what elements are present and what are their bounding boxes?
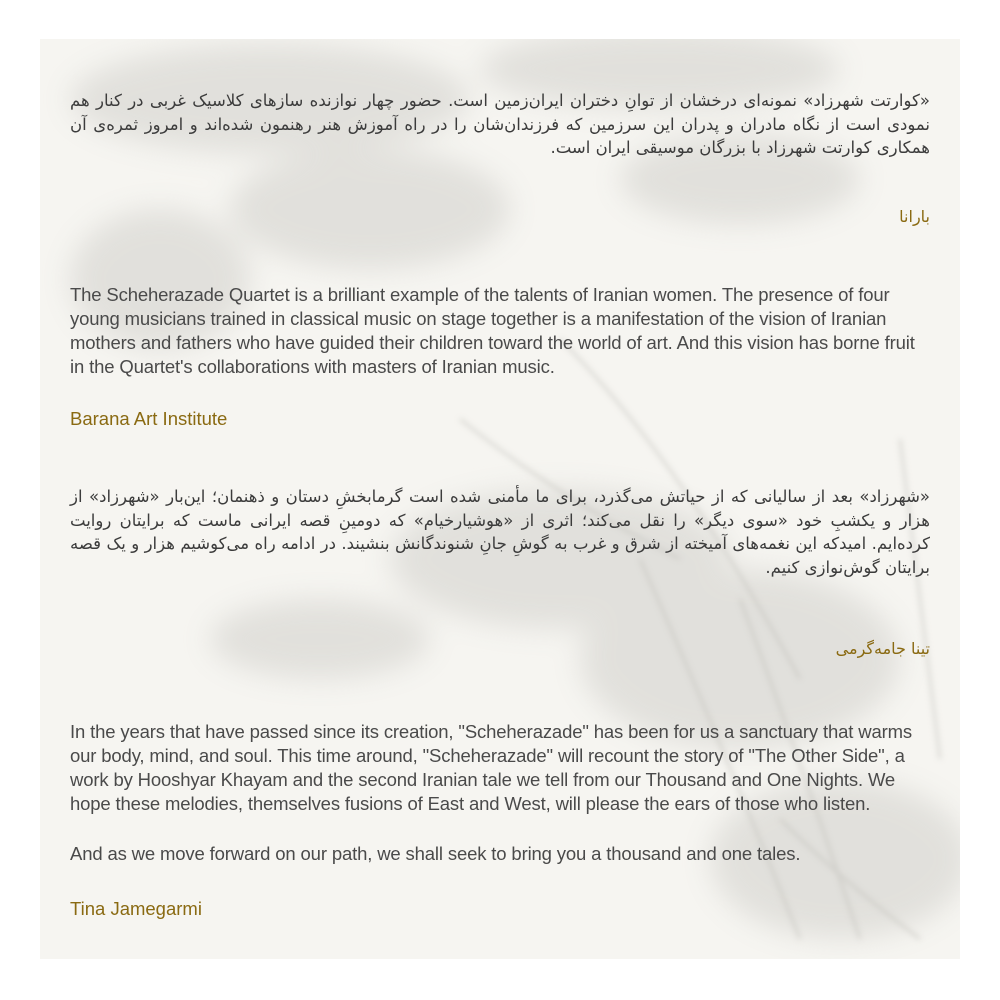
persian-signature-2: تینا جامه‌گرمی [835, 639, 930, 658]
english-paragraph-3: And as we move forward on our path, we shall seek to bring you a thousand and one tales. [70, 843, 801, 864]
english-paragraph-1: The Scheherazade Quartet is a brilliant example of the talents of Iranian women. The presence of four young musicians trained in classical music on stage together is a manifestation of the vision of Iranian mothers and fathers who have guided their children toward the world of art. And this vision has borne fruit in the Quartet's collaborations with masters of Iranian music. [70, 284, 915, 377]
persian-signature-1: بارانا [899, 207, 930, 226]
persian-paragraph-1: «کوارتت شهرزاد» نمونه‌ای درخشان از توانِ دختران ایران‌زمین است. حضور چهار نوازنده سازهای کلاسیک غربی در کنار هم نمودی است از نگاه مادران و پدران این سرزمین که فرزندان‌شان را در راه آموزش هنر رهنمون شده‌اند و امروز ثمره‌ی آن همکاری کوارتت شهرزاد با بزرگان موسیقی ایران است. [70, 91, 930, 157]
english-paragraph-2: In the years that have passed since its creation, "Scheherazade" has been for us a sanctuary that warms our body, mind, and soul. This time around, "Scheherazade" will recount the story of "The Other Side", a work by Hooshyar Khayam and the second Iranian tale we tell from our Thousand and One Nights. We hope these melodies, themselves fusions of East and West, will please the ears of those who listen. [70, 721, 912, 814]
english-signature-1: Barana Art Institute [70, 408, 228, 429]
booklet-page [40, 39, 960, 959]
persian-paragraph-2: «شهرزاد» بعد از سالیانی که از حیاتش می‌گذرد، برای ما مأمنی شده است گرمابخشِ دستان و ذهنمان؛ این‌بار «شهرزاد» از هزار و یکشبِ خود «سوی دیگر» را نقل می‌کند؛ اثری از «هوشیارخیام» که دومینِ قصه ایرانی ماست که برایتان روایت کرده‌ایم. امیدکه این نغمه‌های آمیخته از شرق و غرب به گوشِ جانِ شنوندگانش بنشیند. در ادامه راه می‌کوشیم هزار و یک قصه برایتان گوش‌نوازی کنیم. [70, 487, 930, 577]
english-signature-2: Tina Jamegarmi [70, 898, 202, 919]
